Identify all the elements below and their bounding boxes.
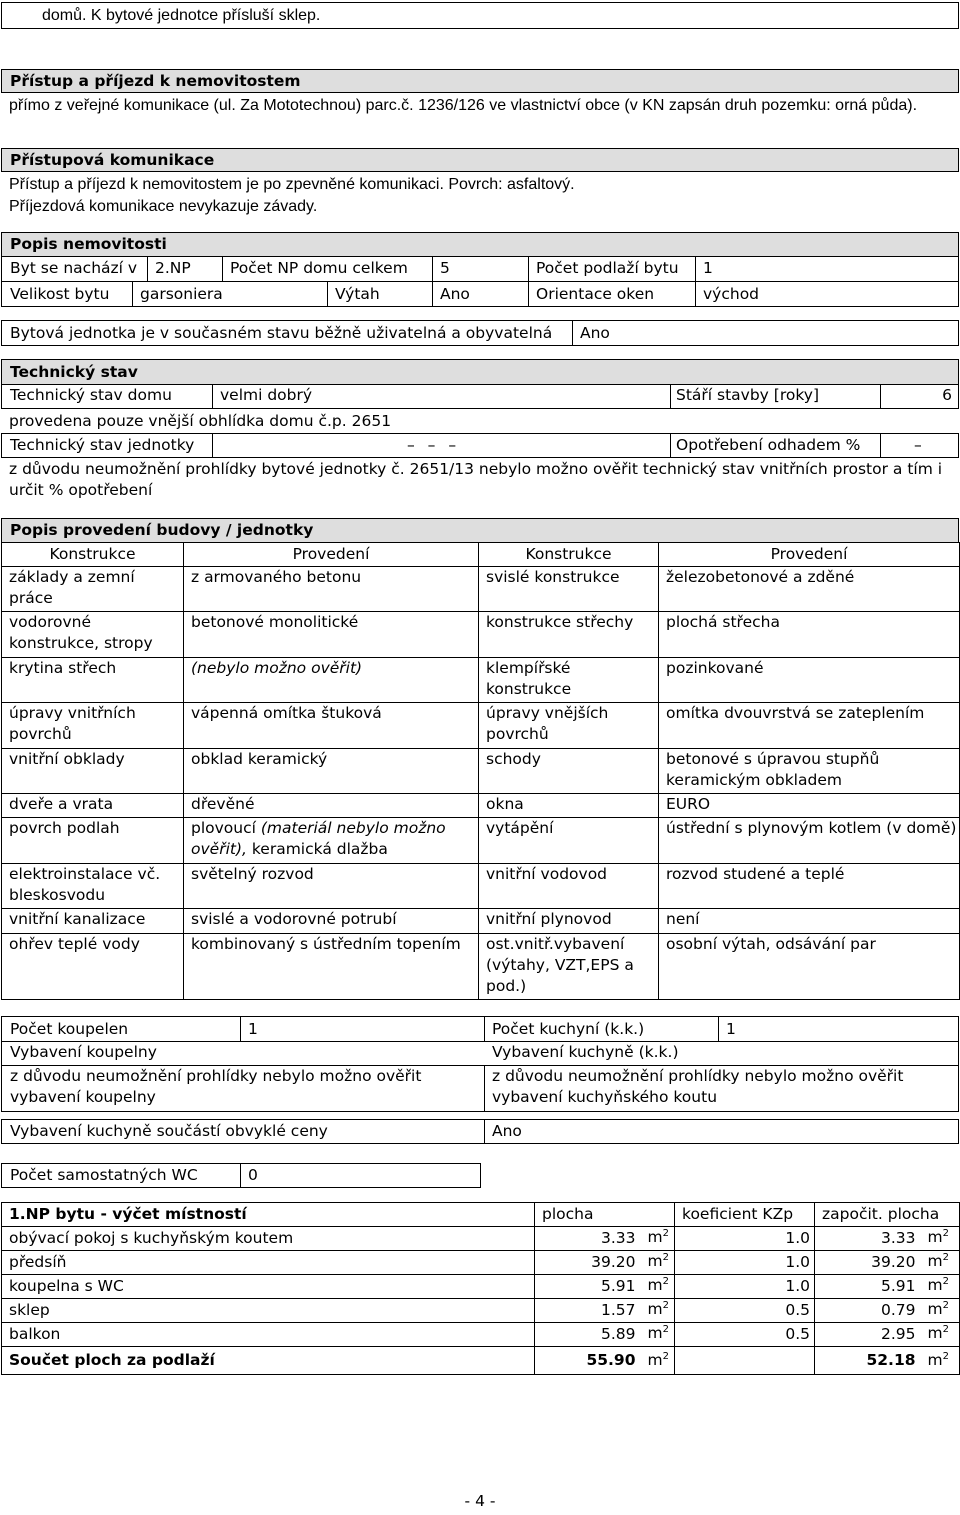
unit: m <box>927 1252 943 1270</box>
room-calc: 3.33 <box>815 1227 920 1251</box>
comm-line-2: Příjezdová komunikace nevykazuje závady. <box>9 198 318 215</box>
rooms-total-row <box>2 1347 960 1375</box>
cell: úpravy vnějších povrchů <box>479 703 659 749</box>
comm-header <box>1 148 959 172</box>
room-name: předsíň <box>2 1251 535 1275</box>
room-name: obývací pokoj s kuchyňským koutem <box>2 1227 535 1251</box>
underground-label: Počet podlaží bytu <box>536 259 679 277</box>
np-count-label: Počet NP domu celkem <box>230 259 408 277</box>
unit-cell <box>640 1299 675 1323</box>
construction-header <box>1 518 959 543</box>
unit-cell <box>920 1347 960 1375</box>
room-calc: 2.95 <box>815 1323 920 1347</box>
table-row <box>2 864 960 909</box>
cell: železobetonové a zděné <box>659 567 960 612</box>
cell: světelný rozvod <box>184 864 479 909</box>
size-value: garsoniera <box>140 285 223 303</box>
cell: elektroinstalace vč. bleskosvodu <box>2 864 184 909</box>
room-coef: 0.5 <box>675 1299 815 1323</box>
rooms-header-row <box>2 1203 960 1227</box>
rooms-table <box>1 1202 960 1375</box>
room-area: 1.57 <box>535 1299 640 1323</box>
col-header: Konstrukce <box>2 543 184 567</box>
unit-cell <box>640 1275 675 1299</box>
wc-value: 0 <box>248 1166 258 1184</box>
table-row <box>2 658 960 703</box>
room-coef: 1.0 <box>675 1275 815 1299</box>
cell: schody <box>479 749 659 794</box>
kitchen-equip-value: z důvodu neumožnění prohlídky nebylo možno ověřit vybavení kuchyňského koutu <box>492 1067 904 1106</box>
cell: klempířské konstrukce <box>479 658 659 703</box>
table-row <box>2 612 960 658</box>
room-name: sklep <box>2 1299 535 1323</box>
unit: m <box>927 1324 943 1342</box>
room-calc: 39.20 <box>815 1251 920 1275</box>
room-coef: 1.0 <box>675 1227 815 1251</box>
unit-cell <box>640 1251 675 1275</box>
cell: ústřední s plynovým kotlem (v domě) <box>659 818 960 864</box>
cell: okna <box>479 794 659 818</box>
total-calc: 52.18 <box>815 1347 920 1375</box>
table-row <box>2 909 960 934</box>
construction-header-row <box>2 543 960 567</box>
col-coef: koeficient KZp <box>675 1203 815 1227</box>
property-row-2 <box>1 281 959 307</box>
room-name: balkon <box>2 1323 535 1347</box>
cell: obklad keramický <box>184 749 479 794</box>
lift-label: Výtah <box>335 285 380 303</box>
room-name: koupelna s WC <box>2 1275 535 1299</box>
floor-value: 2.NP <box>155 259 191 277</box>
underground-value: 1 <box>703 259 713 277</box>
cell: ohřev teplé vody <box>2 934 184 1000</box>
cell: vnitřní vodovod <box>479 864 659 909</box>
bath-count-value: 1 <box>248 1020 258 1038</box>
cell: není <box>659 909 960 934</box>
np-count-value: 5 <box>440 259 450 277</box>
orient-label: Orientace oken <box>536 285 655 303</box>
kitchen-price-row <box>1 1119 959 1144</box>
total-coef-empty <box>675 1347 815 1375</box>
room-area: 3.33 <box>535 1227 640 1251</box>
bath-equip-label: Vybavení koupelny <box>10 1043 157 1061</box>
cell: svislé a vodorovné potrubí <box>184 909 479 934</box>
table-row <box>2 818 960 864</box>
cell: betonové s úpravou stupňů keramickým obkladem <box>659 749 960 794</box>
unit-cell <box>920 1251 960 1275</box>
unit-cell <box>640 1323 675 1347</box>
age-value: 6 <box>942 386 952 404</box>
unit: m <box>647 1252 663 1270</box>
cell: osobní výtah, odsávání par <box>659 934 960 1000</box>
unit-value: – – – <box>407 436 461 454</box>
unit-exp: 2 <box>662 1300 669 1311</box>
cell: plochá střecha <box>659 612 960 658</box>
bath-equip-value: z důvodu neumožnění prohlídky nebylo možno ověřit vybavení koupelny <box>10 1067 422 1106</box>
page-number: - 4 - <box>464 1492 496 1510</box>
cell: úpravy vnitřních povrchů <box>2 703 184 749</box>
table-row <box>2 1275 960 1299</box>
floor-post: keramická dlažba <box>251 840 388 858</box>
table-row <box>2 1299 960 1323</box>
unit-label: Technický stav jednotky <box>10 436 195 454</box>
wear-label: Opotřebení odhadem % <box>676 436 861 454</box>
col-header: Konstrukce <box>479 543 659 567</box>
kitchen-price-value: Ano <box>492 1122 522 1140</box>
property-row-1 <box>1 256 959 282</box>
cell: povrch podlah <box>2 818 184 864</box>
bath-count-label: Počet koupelen <box>10 1020 129 1038</box>
unit-exp: 2 <box>662 1228 669 1239</box>
house-label: Technický stav domu <box>10 386 172 404</box>
access-text: přímo z veřejné komunikace (ul. Za Mototechnou) parc.č. 1236/126 ve vlastnictví obce (v KN zapsán druh pozemku: orná půda). <box>9 97 918 114</box>
cell: vodorovné konstrukce, stropy <box>2 612 184 658</box>
rooms-title: 1.NP bytu - výčet místností <box>2 1203 535 1227</box>
cell: vytápění <box>479 818 659 864</box>
unit-exp: 2 <box>942 1324 949 1335</box>
unit-exp: 2 <box>942 1252 949 1263</box>
cell: krytina střech <box>2 658 184 703</box>
total-area: 55.90 <box>535 1347 640 1375</box>
unit-cell <box>920 1299 960 1323</box>
lift-value: Ano <box>440 285 470 303</box>
access-title: Přístup a příjezd k nemovitostem <box>10 72 301 90</box>
floor-pre: plovoucí <box>191 819 256 837</box>
equip-value-row <box>1 1065 959 1112</box>
room-area: 5.91 <box>535 1275 640 1299</box>
house-value: velmi dobrý <box>220 386 313 404</box>
cell: konstrukce střechy <box>479 612 659 658</box>
floor-label: Byt se nachází v <box>10 259 138 277</box>
total-label: Součet ploch za podlaží <box>2 1347 535 1375</box>
unit: m <box>927 1300 943 1318</box>
unit: m <box>647 1324 663 1342</box>
usable-row <box>1 320 959 346</box>
room-calc: 5.91 <box>815 1275 920 1299</box>
unit: m <box>647 1351 663 1369</box>
unit: m <box>647 1300 663 1318</box>
bath-count-row <box>1 1016 959 1042</box>
wc-row <box>1 1163 481 1188</box>
cell: vnitřní obklady <box>2 749 184 794</box>
unit-exp: 2 <box>942 1351 949 1362</box>
cell: ost.vnitř.vybavení (výtahy, VZT,EPS a pod.) <box>479 934 659 1000</box>
cell: vnitřní plynovod <box>479 909 659 934</box>
technical-row-unit <box>1 433 959 458</box>
orient-value: východ <box>703 285 760 303</box>
technical-title: Technický stav <box>10 363 138 381</box>
floor-italic: (materiál nebylo možno ověřit), <box>191 819 446 858</box>
unit-cell <box>640 1227 675 1251</box>
cell: vápenná omítka štuková <box>184 703 479 749</box>
table-row <box>2 1323 960 1347</box>
col-header: Provedení <box>184 543 479 567</box>
kitchen-price-label: Vybavení kuchyně součástí obvyklé ceny <box>10 1122 328 1140</box>
cell: z armovaného betonu <box>184 567 479 612</box>
cell: vnitřní kanalizace <box>2 909 184 934</box>
col-header: Provedení <box>659 543 960 567</box>
technical-header <box>1 359 959 385</box>
equip-label-row <box>1 1041 959 1066</box>
unit-exp: 2 <box>942 1300 949 1311</box>
cell: rozvod studené a teplé <box>659 864 960 909</box>
unit-exp: 2 <box>662 1324 669 1335</box>
kitchen-count-value: 1 <box>726 1020 736 1038</box>
access-header <box>1 69 959 93</box>
unit-cell <box>920 1227 960 1251</box>
table-row <box>2 934 960 1000</box>
cell: dveře a vrata <box>2 794 184 818</box>
construction-title: Popis provedení budovy / jednotky <box>10 521 314 539</box>
table-row <box>2 749 960 794</box>
unit: m <box>927 1228 943 1246</box>
unit-exp: 2 <box>942 1276 949 1287</box>
cell: kombinovaný s ústředním topením <box>184 934 479 1000</box>
wear-value: – <box>914 436 922 454</box>
cell-floor-finish <box>184 818 479 864</box>
technical-row-house <box>1 384 959 409</box>
table-row <box>2 703 960 749</box>
room-calc: 0.79 <box>815 1299 920 1323</box>
table-row <box>2 794 960 818</box>
property-title: Popis nemovitosti <box>10 235 167 253</box>
age-label: Stáří stavby [roky] <box>676 386 819 404</box>
size-label: Velikost bytu <box>10 285 110 303</box>
room-coef: 1.0 <box>675 1251 815 1275</box>
technical-note-2: z důvodu neumožnění prohlídky bytové jednotky č. 2651/13 nebylo možno ověřit technický stav vnitřních prostor a tím i určit % opotřebení <box>9 460 943 499</box>
kitchen-equip-label: Vybavení kuchyně (k.k.) <box>492 1043 679 1061</box>
cell: pozinkované <box>659 658 960 703</box>
room-area: 5.89 <box>535 1323 640 1347</box>
usable-value: Ano <box>580 324 610 342</box>
unit-exp: 2 <box>662 1276 669 1287</box>
unit-exp: 2 <box>662 1351 669 1362</box>
unit-cell <box>640 1347 675 1375</box>
usable-label: Bytová jednotka je v současném stavu běžně uživatelná a obyvatelná <box>10 324 553 342</box>
cell: dřevěné <box>184 794 479 818</box>
cell: EURO <box>659 794 960 818</box>
table-row <box>2 567 960 612</box>
room-coef: 0.5 <box>675 1323 815 1347</box>
property-header <box>1 232 959 257</box>
table-row <box>2 1227 960 1251</box>
table-row <box>2 1251 960 1275</box>
unit-exp: 2 <box>942 1228 949 1239</box>
kitchen-count-label: Počet kuchyní (k.k.) <box>492 1020 645 1038</box>
construction-table <box>1 542 960 1000</box>
cell: základy a zemní práce <box>2 567 184 612</box>
wc-label: Počet samostatných WC <box>10 1166 198 1184</box>
unit-cell <box>920 1275 960 1299</box>
cell: omítka dvouvrstvá se zateplením <box>659 703 960 749</box>
unit: m <box>927 1351 943 1369</box>
col-area: plocha <box>535 1203 675 1227</box>
cell: betonové monolitické <box>184 612 479 658</box>
top-text: domů. K bytové jednotce přísluší sklep. <box>42 7 321 24</box>
comm-line-1: Přístup a příjezd k nemovitostem je po zpevněné komunikaci. Povrch: asfaltový. <box>9 176 575 193</box>
unit-cell <box>920 1323 960 1347</box>
unit: m <box>647 1228 663 1246</box>
unit-exp: 2 <box>662 1252 669 1263</box>
unit: m <box>927 1276 943 1294</box>
col-calc: započit. plocha <box>815 1203 960 1227</box>
top-text-row <box>1 2 959 29</box>
room-area: 39.20 <box>535 1251 640 1275</box>
unit: m <box>647 1276 663 1294</box>
cell: (nebylo možno ověřit) <box>184 658 479 703</box>
comm-title: Přístupová komunikace <box>10 151 215 169</box>
technical-note-1: provedena pouze vnější obhlídka domu č.p. 2651 <box>9 412 392 430</box>
cell: svislé konstrukce <box>479 567 659 612</box>
